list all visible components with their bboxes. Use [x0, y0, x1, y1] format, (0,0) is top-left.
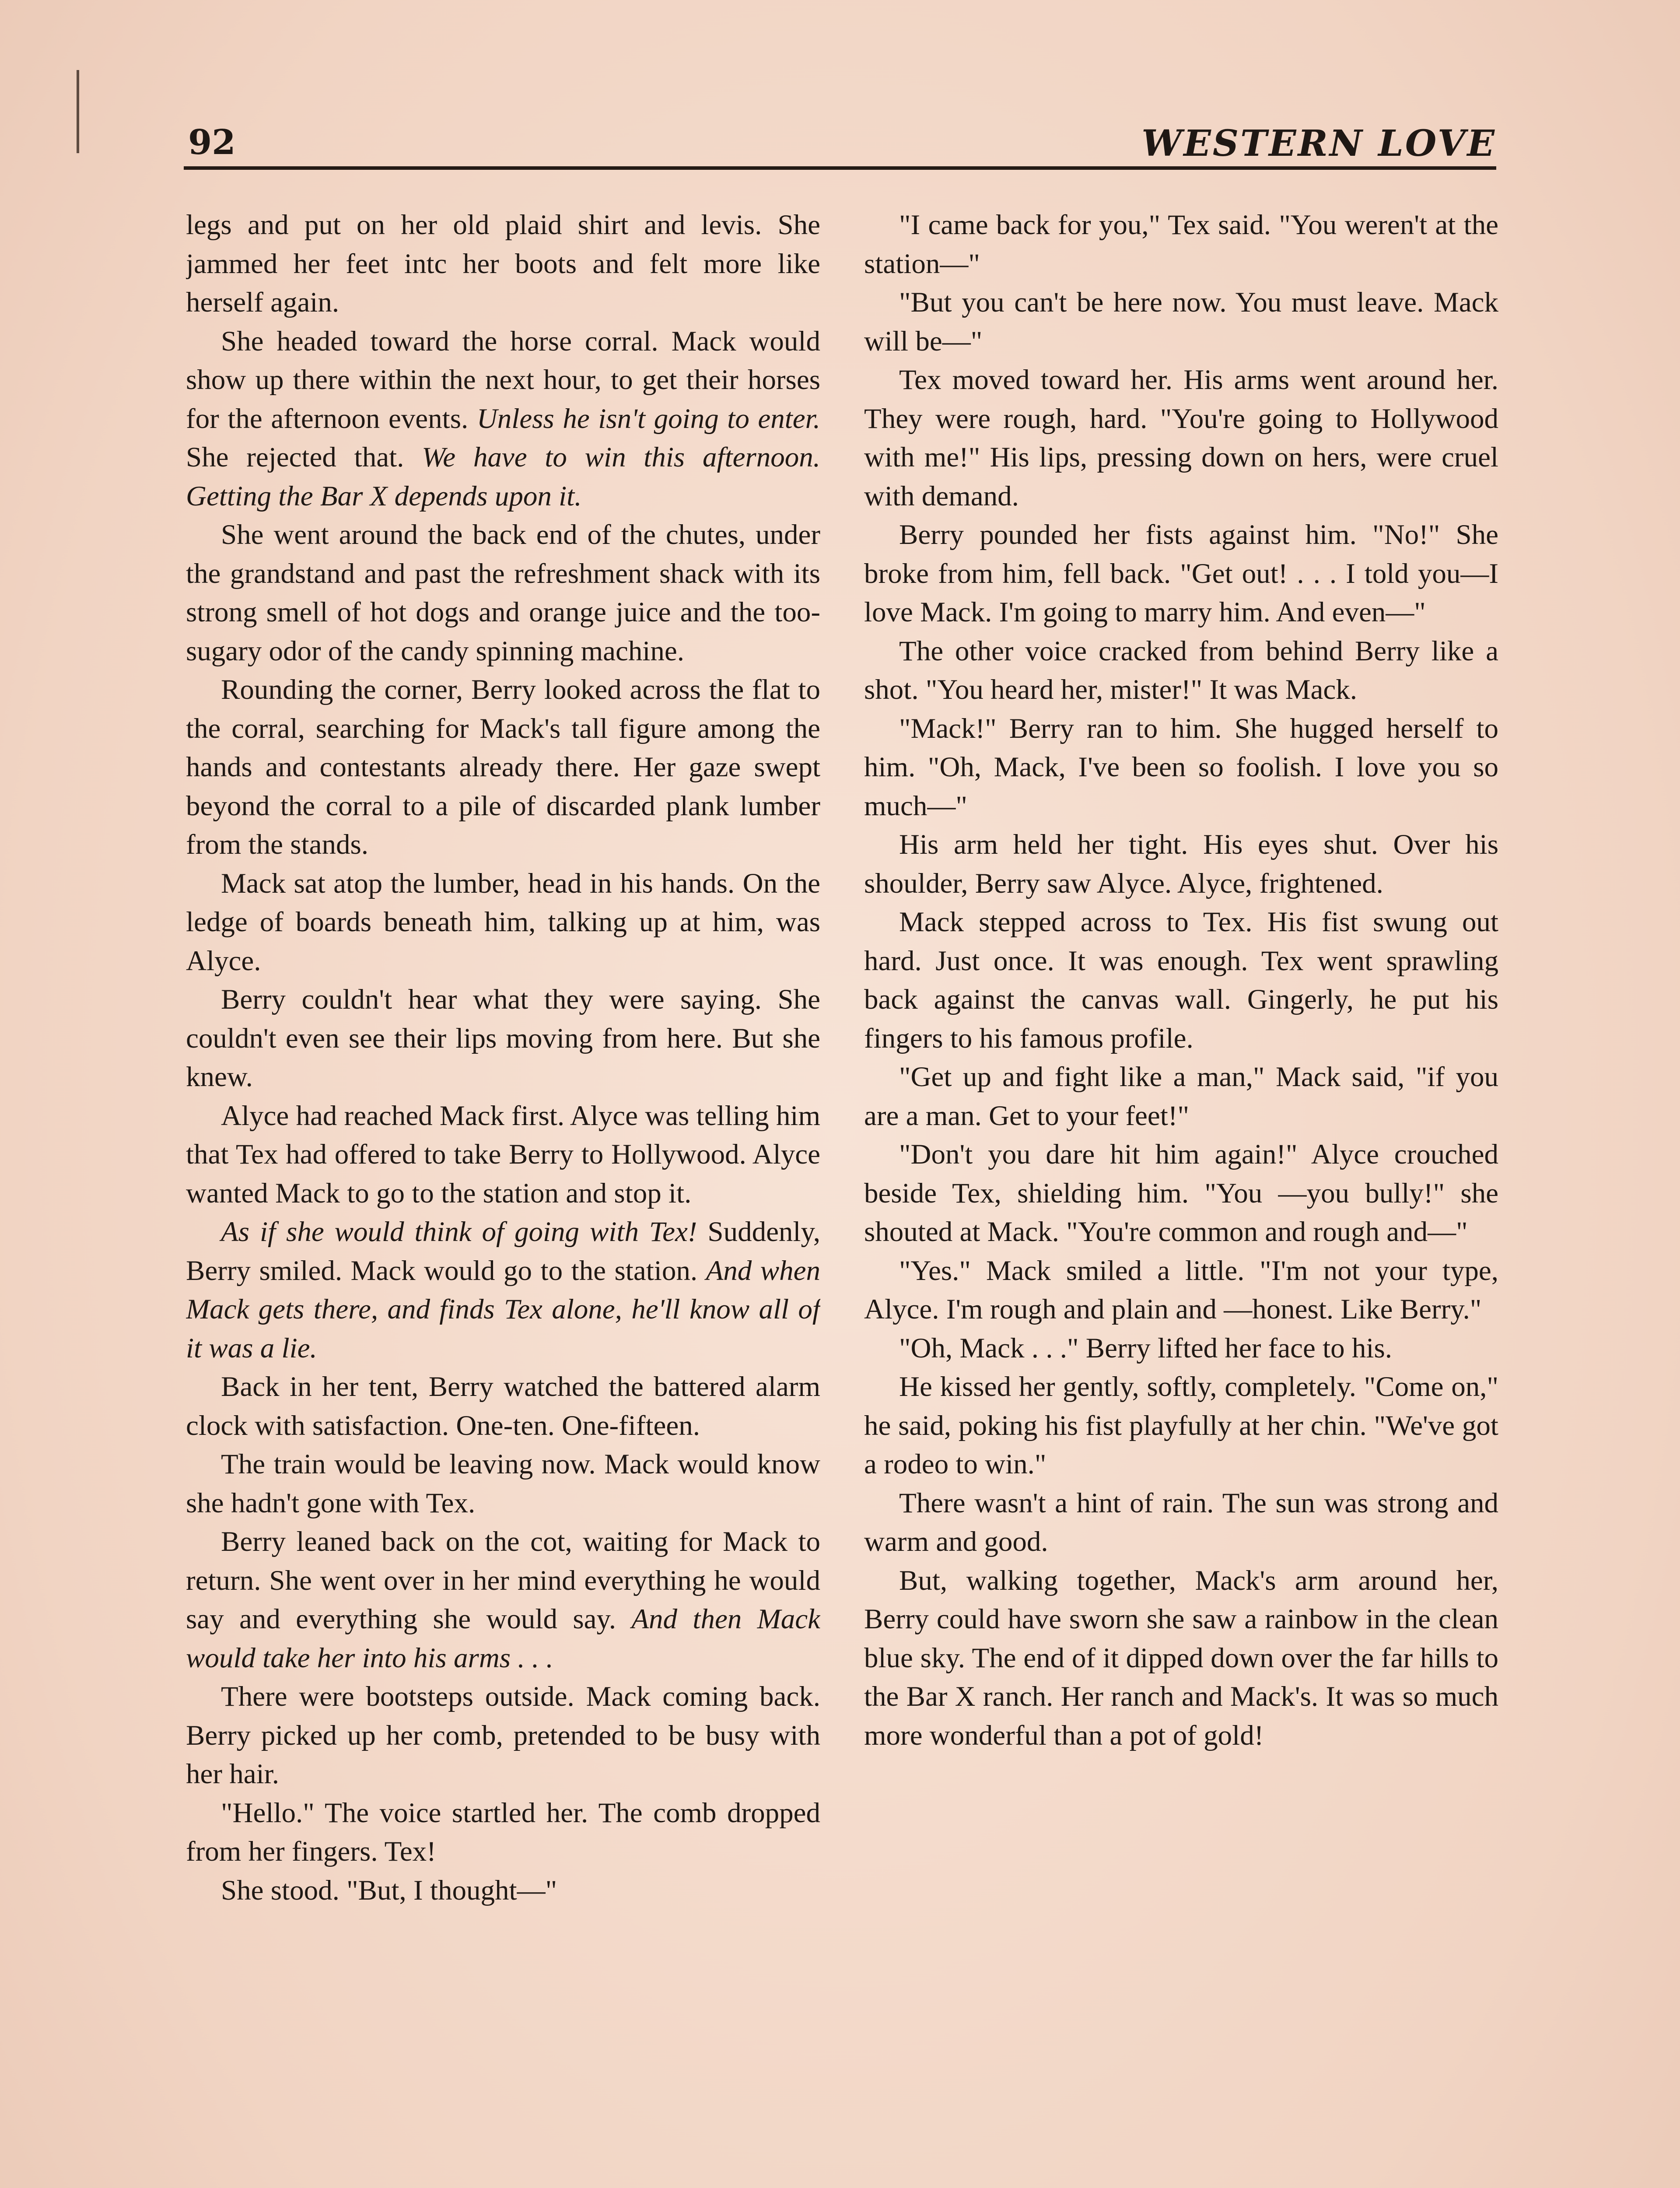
page-header: [188, 123, 1496, 171]
body-text: Alyce had reached Mack first. Alyce was telling him that Tex had offered to take Berry to Hollywood. Alyce wanted Mack to go to the station and stop it.: [186, 1100, 820, 1209]
page-edge-mark: [77, 70, 79, 153]
paragraph: [186, 1794, 820, 1871]
paragraph: [864, 1058, 1498, 1135]
paragraph: [186, 1097, 820, 1213]
paragraph: [864, 515, 1498, 632]
paragraph: [864, 1484, 1498, 1561]
paragraph: [864, 632, 1498, 709]
paragraph: [864, 1329, 1498, 1368]
body-text: She headed toward the horse corral. Mack would show up there within the next hour, to get their horses for the afternoon events.: [186, 325, 820, 435]
body-text: Berry leaned back on the cot, waiting for Mack to return. She went over in her mind everything he would say and everything she would say.: [186, 1526, 820, 1635]
body-text: There were bootsteps outside. Mack coming back. Berry picked up her comb, pretended to be busy with her hair.: [186, 1681, 820, 1790]
paragraph: [186, 322, 820, 516]
body-text: "Get up and fight like a man," Mack said, "if you are a man. Get to your feet!": [864, 1061, 1498, 1132]
body-text: "Oh, Mack . . ." Berry lifted her face to his.: [899, 1332, 1393, 1364]
body-text: Mack stepped across to Tex. His fist swung out hard. Just once. It was enough. Tex went sprawling back against the canvas wall. Gingerly, he put his fingers to his famous profile.: [864, 906, 1498, 1054]
body-text: "Mack!" Berry ran to him. She hugged herself to him. "Oh, Mack, I've been so foolish. I love you so much—": [864, 712, 1498, 822]
body-text: There wasn't a hint of rain. The sun was strong and warm and good.: [864, 1487, 1498, 1557]
paragraph: [186, 1871, 820, 1910]
body-text: Tex moved toward her. His arms went around her. They were rough, hard. "You're going to Hollywood with me!" His lips, pressing down on hers, were cruel with demand.: [864, 364, 1498, 512]
page-number: 92: [188, 123, 236, 162]
paragraph: [864, 206, 1498, 283]
body-text: "I came back for you," Tex said. "You weren't at the station—": [864, 209, 1498, 280]
paragraph: [186, 1522, 820, 1677]
body-text: legs and put on her old plaid shirt and levis. She jammed her feet intc her boots and felt more like herself again.: [186, 209, 820, 318]
body-text: Rounding the corner, Berry looked across the flat to the corral, searching for Mack's tall figure among the hands and contestants already there. Her gaze swept beyond the corral to a pile of discarded plank lumber from the stands.: [186, 674, 820, 860]
paragraph: [186, 1213, 820, 1368]
paragraph: [186, 980, 820, 1097]
body-text: Suddenly, Berry smiled. Mack would go to the station.: [186, 1216, 820, 1287]
paragraph: [864, 1135, 1498, 1252]
body-text: "Hello." The voice startled her. The comb dropped from her fingers. Tex!: [186, 1797, 820, 1867]
italic-text: As if she would think of going with Tex!: [221, 1216, 697, 1248]
body-text: "But you can't be here now. You must leave. Mack will be—": [864, 287, 1498, 357]
paragraph: [864, 1252, 1498, 1329]
paragraph: [186, 1445, 820, 1522]
paragraph: [186, 206, 820, 322]
paragraph: [186, 670, 820, 864]
text-column-right: [864, 206, 1498, 2188]
italic-text: Unless he isn't going to enter.: [476, 403, 820, 435]
italic-text: We have to win this afternoon. Getting the Bar X depends upon it.: [186, 442, 820, 512]
header-rule: [184, 166, 1496, 170]
paragraph: [186, 1677, 820, 1794]
body-text: Back in her tent, Berry watched the battered alarm clock with satisfaction. One-ten. One-fifteen.: [186, 1371, 820, 1441]
body-text: His arm held her tight. His eyes shut. Over his shoulder, Berry saw Alyce. Alyce, frightened.: [864, 829, 1498, 899]
body-text: Mack sat atop the lumber, head in his hands. On the ledge of boards beneath him, talking up at him, was Alyce.: [186, 867, 820, 977]
body-text: He kissed her gently, softly, completely. "Come on," he said, poking his fist playfully at her chin. "We've got a rodeo to win.": [864, 1371, 1498, 1480]
body-text: The train would be leaving now. Mack would know she hadn't gone with Tex.: [186, 1448, 820, 1519]
body-text: She stood. "But, I thought—": [221, 1874, 557, 1906]
paragraph: [864, 1561, 1498, 1755]
body-text: "Don't you dare hit him again!" Alyce crouched beside Tex, shielding him. "You —you bully!" she shouted at Mack. "You're common and rough and—": [864, 1139, 1498, 1248]
italic-text: And when Mack gets there, and finds Tex alone, he'll know all of it was a lie.: [186, 1255, 820, 1364]
body-text: But, walking together, Mack's arm around her, Berry could have sworn she saw a rainbow in the clean blue sky. The end of it dipped down over the far hills to the Bar X ranch. Her ranch and Mack's. It was so much more wonderful than a pot of gold!: [864, 1564, 1498, 1751]
italic-text: And then Mack would take her into his arms . . .: [186, 1603, 820, 1674]
paragraph: [864, 283, 1498, 361]
paragraph: [186, 864, 820, 981]
paragraph: [864, 825, 1498, 903]
paragraph: [864, 709, 1498, 826]
body-text: Berry couldn't hear what they were saying. She couldn't even see their lips moving from here. But she knew.: [186, 984, 820, 1093]
running-title: WESTERN LOVE: [1141, 123, 1496, 165]
text-column-left: [186, 206, 820, 2188]
paragraph: [186, 1368, 820, 1445]
body-text: "Yes." Mack smiled a little. "I'm not your type, Alyce. I'm rough and plain and —honest. Like Berry.": [864, 1255, 1498, 1325]
body-text: The other voice cracked from behind Berry like a shot. "You heard her, mister!" It was Mack.: [864, 635, 1498, 705]
paragraph: [864, 1368, 1498, 1484]
body-text: She went around the back end of the chutes, under the grandstand and past the refreshment shack with its strong smell of hot dogs and orange juice and the too-sugary odor of the candy spinning machine.: [186, 519, 820, 667]
paragraph: [864, 361, 1498, 515]
paragraph: [186, 515, 820, 670]
paragraph: [864, 903, 1498, 1058]
body-text: Berry pounded her fists against him. "No!" She broke from him, fell back. "Get out! . . . I told you—I love Mack. I'm going to marry him. And even—": [864, 519, 1498, 628]
body-text: She rejected that.: [186, 442, 422, 473]
